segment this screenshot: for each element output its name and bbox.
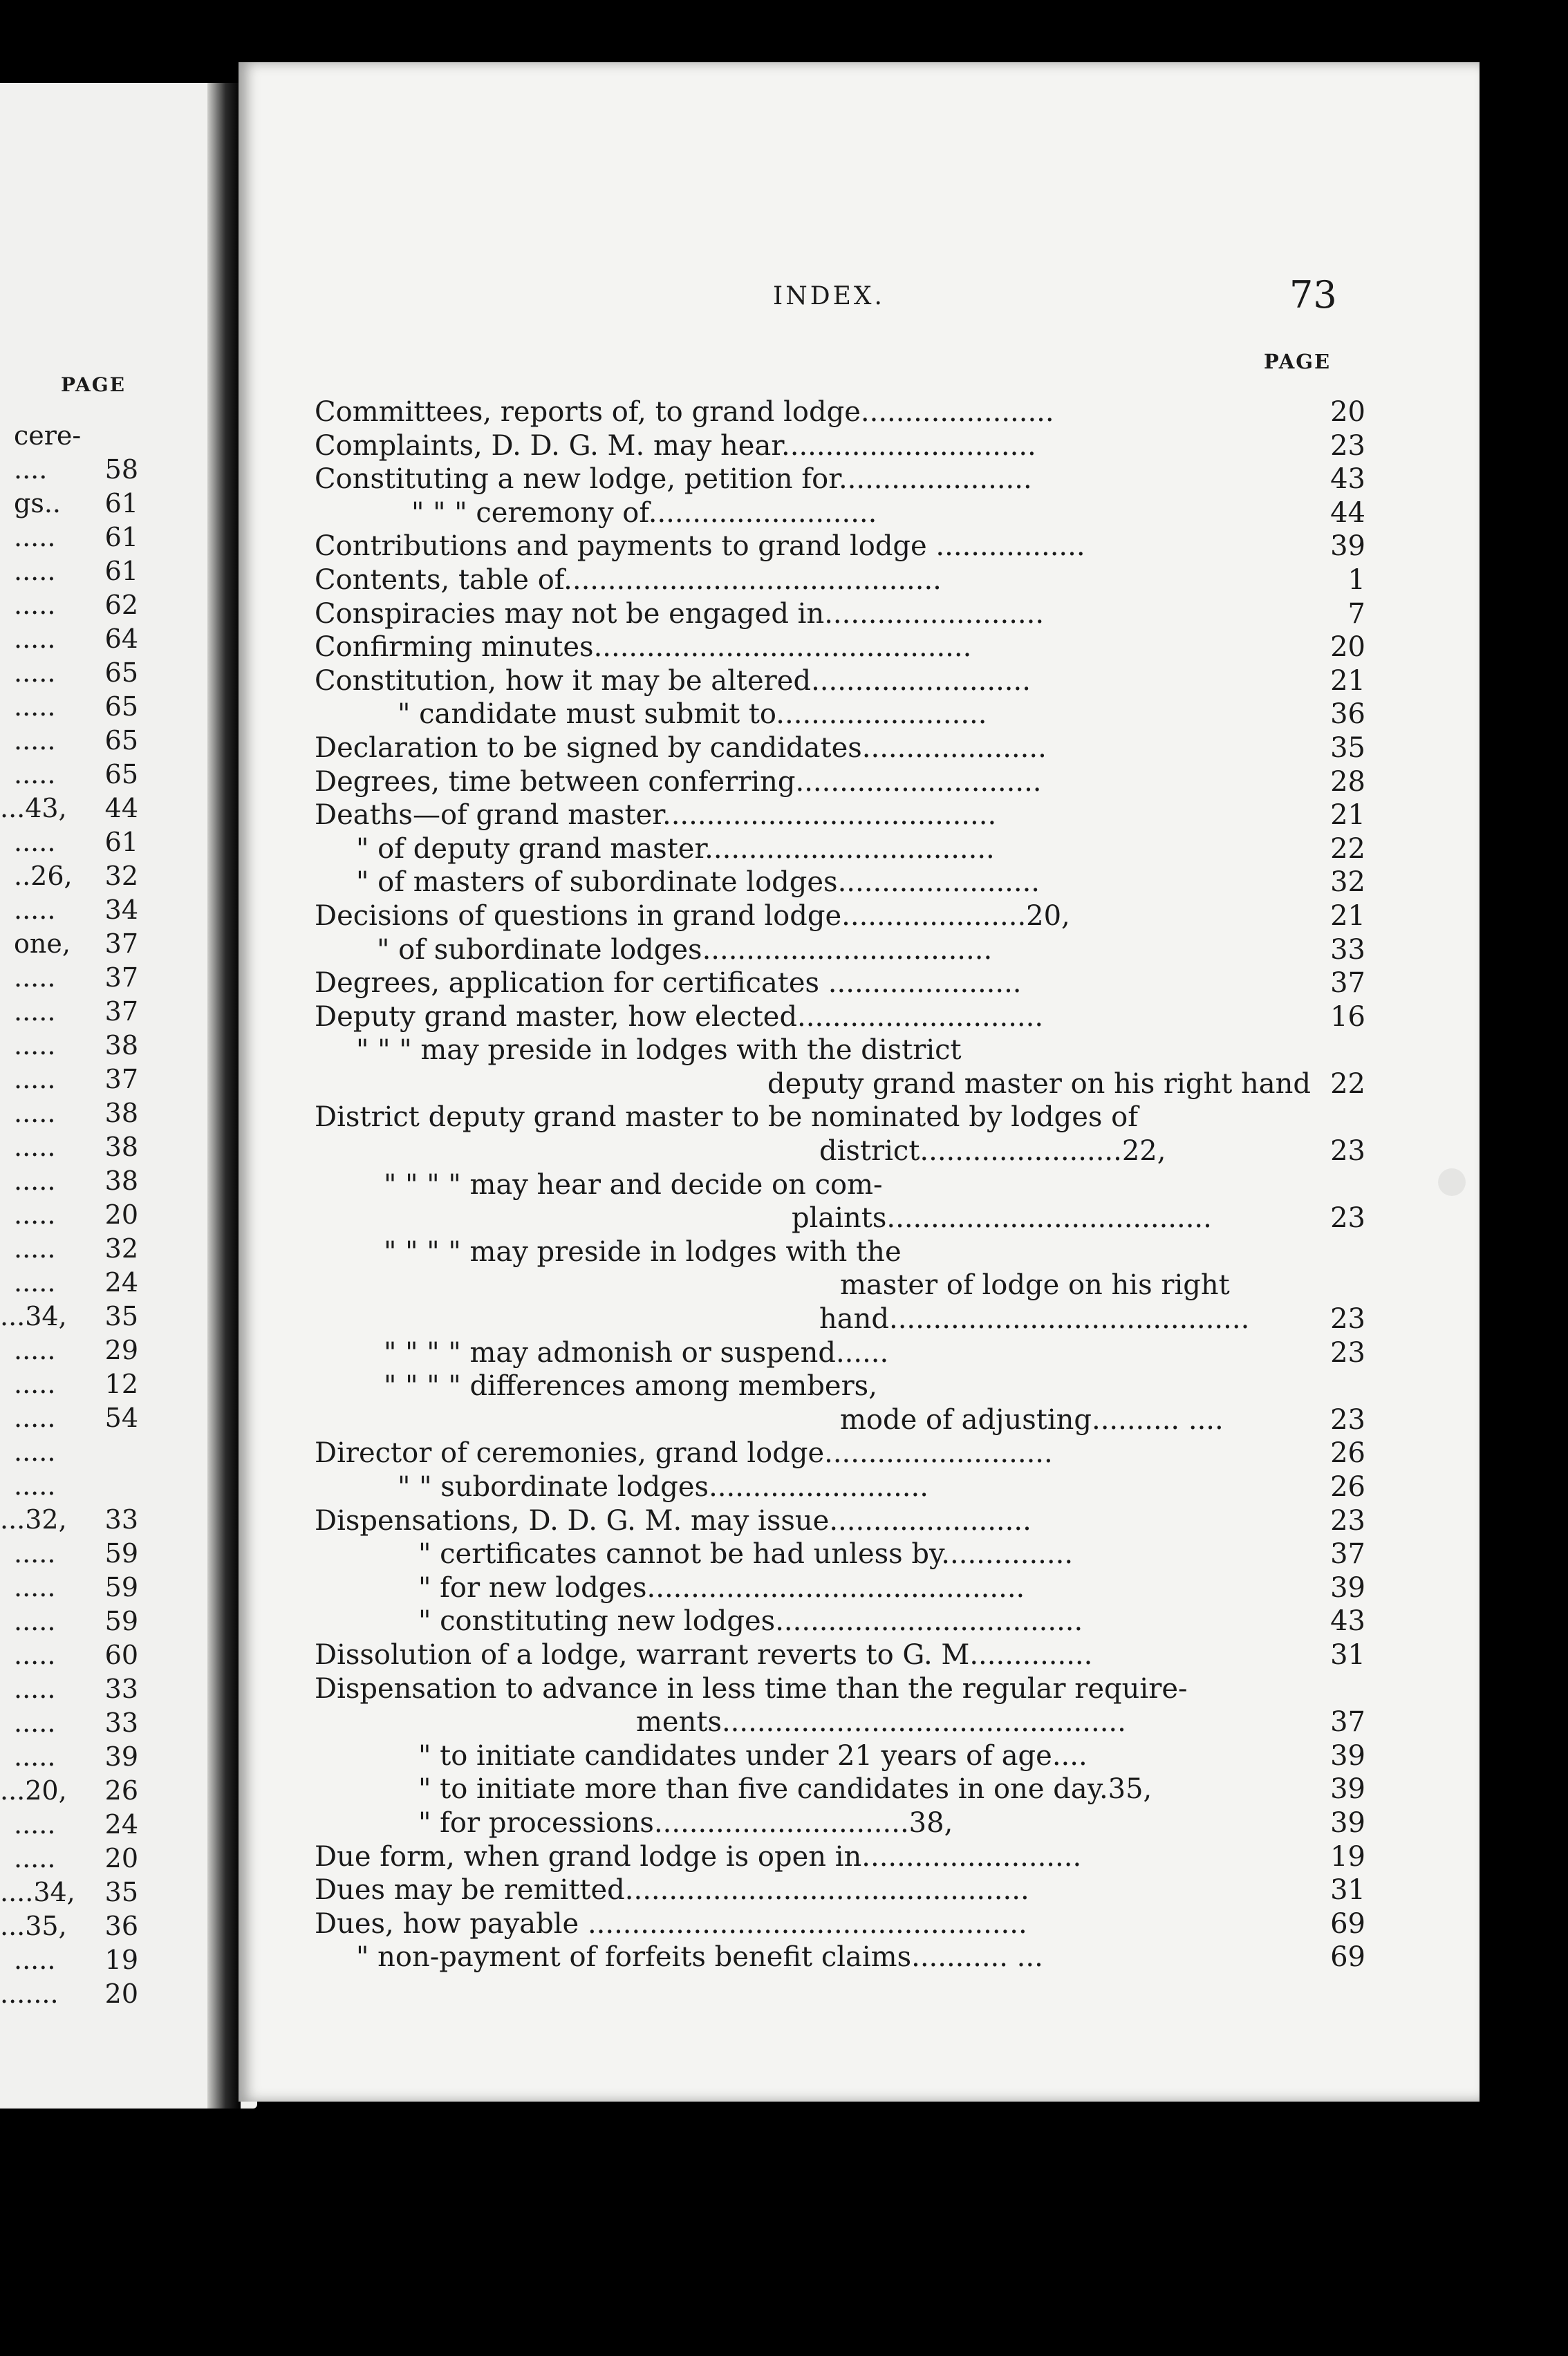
entry-text: " to initiate candidates under 21 years of age.... bbox=[418, 1739, 1088, 1772]
left-row-text: ..... bbox=[14, 1708, 56, 1738]
left-row-text: ..... bbox=[14, 1030, 56, 1060]
left-row-text: ..... bbox=[14, 1437, 56, 1467]
entry-text: Contents, table of........................................... bbox=[315, 563, 942, 596]
index-entry bbox=[315, 798, 1365, 832]
index-entry bbox=[315, 765, 1365, 799]
index-entry bbox=[315, 1235, 1365, 1269]
entry-page: 69 bbox=[1330, 1907, 1365, 1940]
entry-text: " for new lodges........................................... bbox=[418, 1571, 1025, 1604]
index-entry bbox=[315, 664, 1365, 698]
left-row-page: 59 bbox=[104, 1538, 138, 1569]
entry-text: Decisions of questions in grand lodge.....................20, bbox=[315, 899, 1070, 932]
index-entry bbox=[315, 1672, 1365, 1706]
left-row-text: ...35, bbox=[0, 1911, 67, 1941]
left-index-row bbox=[0, 554, 173, 588]
left-row-text: ..... bbox=[14, 1809, 56, 1840]
entry-page: 37 bbox=[1330, 1706, 1365, 1739]
index-entry bbox=[315, 1202, 1365, 1235]
entry-text: Contributions and payments to grand lodge ................. bbox=[315, 530, 1085, 563]
left-index-row bbox=[0, 1638, 173, 1672]
entry-text: " non-payment of forfeits benefit claims........... ... bbox=[356, 1941, 1043, 1974]
left-index-row bbox=[0, 1909, 173, 1943]
entry-page: 28 bbox=[1330, 765, 1365, 798]
index-entry bbox=[315, 1134, 1365, 1168]
left-index-row bbox=[0, 1876, 173, 1909]
left-row-text: ..... bbox=[14, 1132, 56, 1162]
left-row-page: 38 bbox=[104, 1166, 138, 1196]
entry-page: 33 bbox=[1330, 933, 1365, 966]
index-entry bbox=[315, 1101, 1365, 1134]
left-row-text: ..... bbox=[14, 725, 56, 756]
left-index-row bbox=[0, 1367, 173, 1401]
entry-text: plaints..................................... bbox=[792, 1202, 1212, 1235]
entry-text: " constituting new lodges................................... bbox=[418, 1605, 1083, 1638]
left-row-text: ..... bbox=[14, 590, 56, 620]
index-entry bbox=[315, 462, 1365, 496]
entry-page: 43 bbox=[1330, 463, 1365, 496]
entry-page: 39 bbox=[1330, 1571, 1365, 1604]
entry-text: " " " may preside in lodges with the district bbox=[356, 1034, 962, 1067]
entry-page: 23 bbox=[1330, 1135, 1365, 1168]
left-row-text: ...34, bbox=[0, 1301, 67, 1331]
left-row-page: 33 bbox=[104, 1504, 138, 1535]
entry-text: Constituting a new lodge, petition for...................... bbox=[315, 463, 1032, 496]
index-entry bbox=[315, 1067, 1365, 1101]
entry-text: Dues may be remitted.............................................. bbox=[315, 1874, 1029, 1907]
left-index-row bbox=[0, 453, 173, 487]
entry-page: 21 bbox=[1330, 899, 1365, 932]
left-row-text: ..... bbox=[14, 1606, 56, 1636]
entry-page: 16 bbox=[1330, 1000, 1365, 1033]
left-row-text: ..... bbox=[14, 624, 56, 654]
left-row-page: 61 bbox=[104, 827, 138, 857]
left-row-text: ..... bbox=[14, 1403, 56, 1433]
left-page-heading: PAGE bbox=[61, 373, 126, 396]
left-row-page: 36 bbox=[104, 1911, 138, 1941]
left-index-row bbox=[0, 1029, 173, 1063]
entry-page: 26 bbox=[1330, 1471, 1365, 1503]
left-row-text: ..... bbox=[14, 1674, 56, 1704]
index-entry bbox=[315, 899, 1365, 933]
left-index-row bbox=[0, 1435, 173, 1469]
left-row-text: ..... bbox=[14, 1335, 56, 1365]
left-row-text: ..... bbox=[14, 962, 56, 993]
left-index-row bbox=[0, 1198, 173, 1232]
entry-page: 39 bbox=[1330, 1806, 1365, 1839]
left-row-text: ..... bbox=[14, 556, 56, 586]
entry-text: Dispensations, D. D. G. M. may issue....................... bbox=[315, 1504, 1032, 1537]
left-row-page: 35 bbox=[104, 1877, 138, 1907]
left-index-row bbox=[0, 995, 173, 1029]
left-row-page: 37 bbox=[104, 928, 138, 959]
left-row-page: 61 bbox=[104, 556, 138, 586]
entry-page: 23 bbox=[1330, 1504, 1365, 1537]
left-index-row bbox=[0, 656, 173, 690]
page-smudge bbox=[1438, 1168, 1466, 1196]
left-index-row bbox=[0, 724, 173, 758]
entry-text: Confirming minutes........................................... bbox=[315, 631, 972, 664]
left-row-page: 20 bbox=[104, 1979, 138, 2009]
entry-page: 36 bbox=[1330, 698, 1365, 731]
index-entry bbox=[315, 1873, 1365, 1907]
left-row-text: ..... bbox=[14, 1369, 56, 1399]
index-entry bbox=[315, 966, 1365, 1000]
entry-text: " " " " may hear and decide on com- bbox=[384, 1168, 883, 1201]
index-entry bbox=[315, 1302, 1365, 1336]
entry-page: 32 bbox=[1330, 866, 1365, 899]
entry-text: " " " " may admonish or suspend...... bbox=[384, 1336, 889, 1369]
left-page-index-column bbox=[0, 419, 173, 2011]
entry-page: 21 bbox=[1330, 664, 1365, 697]
left-index-row bbox=[0, 1740, 173, 1774]
left-row-text: ..... bbox=[14, 996, 56, 1027]
left-row-text: ....... bbox=[0, 1979, 59, 2009]
left-row-page: 54 bbox=[104, 1403, 138, 1433]
left-index-row bbox=[0, 1130, 173, 1164]
entry-page: 31 bbox=[1330, 1638, 1365, 1671]
entry-text: " to initiate more than five candidates in one day.35, bbox=[418, 1773, 1152, 1806]
left-row-page: 33 bbox=[104, 1708, 138, 1738]
left-row-text: ...32, bbox=[0, 1504, 67, 1535]
entry-text: district.......................22, bbox=[819, 1135, 1166, 1168]
entry-page: 20 bbox=[1330, 396, 1365, 428]
entry-text: " of subordinate lodges................................. bbox=[377, 933, 993, 966]
left-index-row bbox=[0, 1469, 173, 1503]
left-index-row bbox=[0, 1706, 173, 1740]
entry-page: 69 bbox=[1330, 1941, 1365, 1974]
left-index-row bbox=[0, 1401, 173, 1435]
entry-page: 23 bbox=[1330, 429, 1365, 462]
left-index-row bbox=[0, 1672, 173, 1706]
left-row-text: ..... bbox=[14, 1470, 56, 1501]
entry-text: Deputy grand master, how elected............................ bbox=[315, 1000, 1044, 1033]
left-index-row bbox=[0, 1096, 173, 1130]
left-row-page: 39 bbox=[104, 1741, 138, 1772]
left-row-text: ..... bbox=[14, 1098, 56, 1128]
index-entry bbox=[315, 1369, 1365, 1403]
entry-text: Degrees, application for certificates ...................... bbox=[315, 967, 1022, 1000]
left-row-page: 44 bbox=[104, 793, 138, 823]
left-row-page: 59 bbox=[104, 1572, 138, 1602]
entry-page: 23 bbox=[1330, 1303, 1365, 1336]
left-index-row bbox=[0, 1503, 173, 1537]
left-row-text: ..... bbox=[14, 1538, 56, 1569]
index-entry bbox=[315, 1336, 1365, 1370]
left-row-page: 20 bbox=[104, 1199, 138, 1230]
left-row-page: 37 bbox=[104, 1064, 138, 1094]
left-row-page: 38 bbox=[104, 1030, 138, 1060]
entry-text: " " subordinate lodges......................... bbox=[398, 1471, 928, 1503]
left-index-row bbox=[0, 1977, 173, 2011]
book-spine bbox=[207, 83, 241, 2109]
entry-text: " of deputy grand master................................. bbox=[356, 832, 995, 865]
left-index-row bbox=[0, 1842, 173, 1876]
entry-text: " certificates cannot be had unless by............... bbox=[418, 1538, 1074, 1571]
left-index-row bbox=[0, 893, 173, 927]
entry-page: 26 bbox=[1330, 1437, 1365, 1470]
index-entry bbox=[315, 1504, 1365, 1538]
left-index-row bbox=[0, 792, 173, 825]
index-entry bbox=[315, 429, 1365, 463]
left-row-page: 37 bbox=[104, 962, 138, 993]
entry-page: 7 bbox=[1347, 597, 1365, 630]
entry-page: 22 bbox=[1330, 1067, 1365, 1100]
entry-text: Dispensation to advance in less time than the regular require- bbox=[315, 1672, 1188, 1705]
index-entry bbox=[315, 1638, 1365, 1672]
entry-text: " candidate must submit to........................ bbox=[398, 698, 987, 731]
entry-text: " of masters of subordinate lodges....................... bbox=[356, 866, 1040, 899]
left-row-text: gs.. bbox=[14, 488, 61, 518]
index-entry bbox=[315, 1806, 1365, 1840]
left-row-page: 65 bbox=[104, 657, 138, 688]
index-entry bbox=[315, 1773, 1365, 1806]
index-entry bbox=[315, 630, 1365, 664]
entry-text: Declaration to be signed by candidates..................... bbox=[315, 731, 1047, 764]
left-index-row bbox=[0, 1164, 173, 1198]
entry-page: 37 bbox=[1330, 1538, 1365, 1571]
left-row-text: ..... bbox=[14, 1945, 56, 1975]
left-index-row bbox=[0, 1063, 173, 1096]
entry-text: " " " " differences among members, bbox=[384, 1370, 877, 1403]
entry-page: 39 bbox=[1330, 1773, 1365, 1806]
entry-text: " " " " may preside in lodges with the bbox=[384, 1235, 902, 1268]
left-row-page: 60 bbox=[104, 1640, 138, 1670]
left-row-page: 65 bbox=[104, 725, 138, 756]
running-title: INDEX. bbox=[773, 282, 885, 310]
left-row-page: 58 bbox=[104, 454, 138, 485]
index-entry bbox=[315, 1034, 1365, 1067]
entry-text: Conspiracies may not be engaged in......................... bbox=[315, 597, 1045, 630]
index-entry bbox=[315, 1941, 1365, 1974]
left-row-page: 32 bbox=[104, 1233, 138, 1264]
left-row-page: 65 bbox=[104, 759, 138, 789]
left-row-text: ..... bbox=[14, 1267, 56, 1298]
index-entry bbox=[315, 731, 1365, 765]
left-index-row bbox=[0, 1537, 173, 1571]
left-row-page: 34 bbox=[104, 895, 138, 925]
page-number: 73 bbox=[1289, 273, 1337, 317]
left-index-row bbox=[0, 521, 173, 554]
index-entry bbox=[315, 1705, 1365, 1739]
index-entry bbox=[315, 832, 1365, 866]
left-index-row bbox=[0, 588, 173, 622]
index-entry bbox=[315, 597, 1365, 631]
left-index-row bbox=[0, 927, 173, 961]
left-index-row bbox=[0, 825, 173, 859]
index-entry bbox=[315, 1739, 1365, 1773]
left-row-page: 26 bbox=[104, 1775, 138, 1806]
entry-text: Director of ceremonies, grand lodge.......................... bbox=[315, 1437, 1053, 1470]
index-entry bbox=[315, 1840, 1365, 1874]
left-row-text: ..... bbox=[14, 1166, 56, 1196]
entry-text: deputy grand master on his right hand bbox=[767, 1067, 1311, 1100]
left-row-page: 62 bbox=[104, 590, 138, 620]
index-entry bbox=[315, 933, 1365, 967]
entry-text: hand......................................... bbox=[819, 1303, 1250, 1336]
entry-page: 43 bbox=[1330, 1605, 1365, 1638]
left-row-text: ..... bbox=[14, 1843, 56, 1873]
left-row-page: 32 bbox=[104, 861, 138, 891]
left-row-text: ..... bbox=[14, 1640, 56, 1670]
index-entry bbox=[315, 1168, 1365, 1202]
left-row-text: ..... bbox=[14, 1064, 56, 1094]
entry-text: Committees, reports of, to grand lodge...................... bbox=[315, 396, 1054, 428]
left-row-page: 61 bbox=[104, 488, 138, 518]
entry-page: 19 bbox=[1330, 1840, 1365, 1873]
left-index-row bbox=[0, 758, 173, 792]
index-entry bbox=[315, 866, 1365, 899]
index-entry bbox=[315, 1269, 1365, 1302]
left-row-page: 38 bbox=[104, 1132, 138, 1162]
left-row-text: cere- bbox=[14, 420, 82, 451]
index-entry bbox=[315, 1605, 1365, 1638]
left-index-row bbox=[0, 1266, 173, 1300]
entry-text: Complaints, D. D. G. M. may hear............................. bbox=[315, 429, 1036, 462]
left-index-row bbox=[0, 859, 173, 893]
entry-page: 23 bbox=[1330, 1403, 1365, 1436]
left-index-row bbox=[0, 690, 173, 724]
left-row-text: ..... bbox=[14, 895, 56, 925]
index-entry bbox=[315, 563, 1365, 597]
entry-text: ments.............................................. bbox=[636, 1706, 1126, 1739]
left-index-row bbox=[0, 622, 173, 656]
entry-text: Due form, when grand lodge is open in......................... bbox=[315, 1840, 1082, 1873]
left-row-text: one, bbox=[14, 928, 71, 959]
left-row-text: ..... bbox=[14, 1233, 56, 1264]
left-row-text: .... bbox=[14, 454, 48, 485]
index-entry bbox=[315, 496, 1365, 530]
left-index-row bbox=[0, 487, 173, 521]
left-row-text: ...43, bbox=[0, 793, 67, 823]
left-index-row bbox=[0, 419, 173, 453]
page-column-heading: PAGE bbox=[1264, 350, 1332, 373]
entry-page: 22 bbox=[1330, 832, 1365, 865]
index-entry bbox=[315, 698, 1365, 731]
left-row-page: 37 bbox=[104, 996, 138, 1027]
index-entry bbox=[315, 1470, 1365, 1504]
entry-page: 21 bbox=[1330, 799, 1365, 832]
entry-text: mode of adjusting.......... .... bbox=[840, 1403, 1224, 1436]
left-row-page: 24 bbox=[104, 1809, 138, 1840]
entry-text: Dues, how payable .................................................. bbox=[315, 1907, 1027, 1940]
index-entry bbox=[315, 1907, 1365, 1941]
index-entry bbox=[315, 1537, 1365, 1571]
left-row-text: ..... bbox=[14, 759, 56, 789]
left-row-page: 61 bbox=[104, 522, 138, 552]
index-entries bbox=[315, 395, 1365, 1974]
entry-text: master of lodge on his right bbox=[840, 1269, 1230, 1302]
left-index-row bbox=[0, 1774, 173, 1808]
entry-page: 39 bbox=[1330, 1739, 1365, 1772]
left-row-text: ....34, bbox=[0, 1877, 75, 1907]
entry-text: Degrees, time between conferring............................ bbox=[315, 765, 1042, 798]
left-index-row bbox=[0, 1571, 173, 1605]
left-row-text: ..... bbox=[14, 657, 56, 688]
entry-text: District deputy grand master to be nominated by lodges of bbox=[315, 1101, 1139, 1134]
left-index-row bbox=[0, 1605, 173, 1638]
left-row-page: 38 bbox=[104, 1098, 138, 1128]
left-row-page: 35 bbox=[104, 1301, 138, 1331]
left-index-row bbox=[0, 1300, 173, 1334]
entry-page: 37 bbox=[1330, 967, 1365, 1000]
left-row-text: ...20, bbox=[0, 1775, 67, 1806]
index-entry bbox=[315, 1437, 1365, 1470]
left-row-page: 19 bbox=[104, 1945, 138, 1975]
left-index-row bbox=[0, 1943, 173, 1977]
entry-page: 23 bbox=[1330, 1202, 1365, 1235]
left-row-text: ..... bbox=[14, 522, 56, 552]
left-index-row bbox=[0, 1334, 173, 1367]
left-row-page: 12 bbox=[104, 1369, 138, 1399]
left-row-text: ..... bbox=[14, 1741, 56, 1772]
left-row-text: ..... bbox=[14, 827, 56, 857]
left-index-row bbox=[0, 1808, 173, 1842]
left-row-page: 64 bbox=[104, 624, 138, 654]
entry-page: 23 bbox=[1330, 1336, 1365, 1369]
entry-text: Deaths—of grand master...................................... bbox=[315, 799, 997, 832]
entry-page: 35 bbox=[1330, 731, 1365, 764]
entry-page: 1 bbox=[1347, 563, 1365, 596]
index-entry bbox=[315, 1000, 1365, 1034]
index-entry bbox=[315, 1403, 1365, 1437]
left-row-page: 20 bbox=[104, 1843, 138, 1873]
left-row-page: 65 bbox=[104, 691, 138, 722]
entry-page: 44 bbox=[1330, 496, 1365, 529]
index-entry bbox=[315, 1571, 1365, 1605]
entry-page: 31 bbox=[1330, 1874, 1365, 1907]
left-row-page: 24 bbox=[104, 1267, 138, 1298]
entry-text: " for processions.............................38, bbox=[418, 1806, 953, 1839]
index-entry bbox=[315, 530, 1365, 563]
left-row-page: 59 bbox=[104, 1606, 138, 1636]
entry-page: 20 bbox=[1330, 631, 1365, 664]
left-index-row bbox=[0, 1232, 173, 1266]
left-row-text: ..26, bbox=[14, 861, 73, 891]
left-row-text: ..... bbox=[14, 1572, 56, 1602]
left-row-text: ..... bbox=[14, 1199, 56, 1230]
left-row-page: 29 bbox=[104, 1335, 138, 1365]
left-index-row bbox=[0, 961, 173, 995]
left-row-page: 33 bbox=[104, 1674, 138, 1704]
entry-text: Constitution, how it may be altered......................... bbox=[315, 664, 1031, 697]
index-entry bbox=[315, 395, 1365, 429]
left-row-text: ..... bbox=[14, 691, 56, 722]
entry-text: Dissolution of a lodge, warrant reverts to G. M.............. bbox=[315, 1638, 1093, 1671]
entry-page: 39 bbox=[1330, 530, 1365, 563]
entry-text: " " " ceremony of.......................... bbox=[411, 496, 877, 529]
